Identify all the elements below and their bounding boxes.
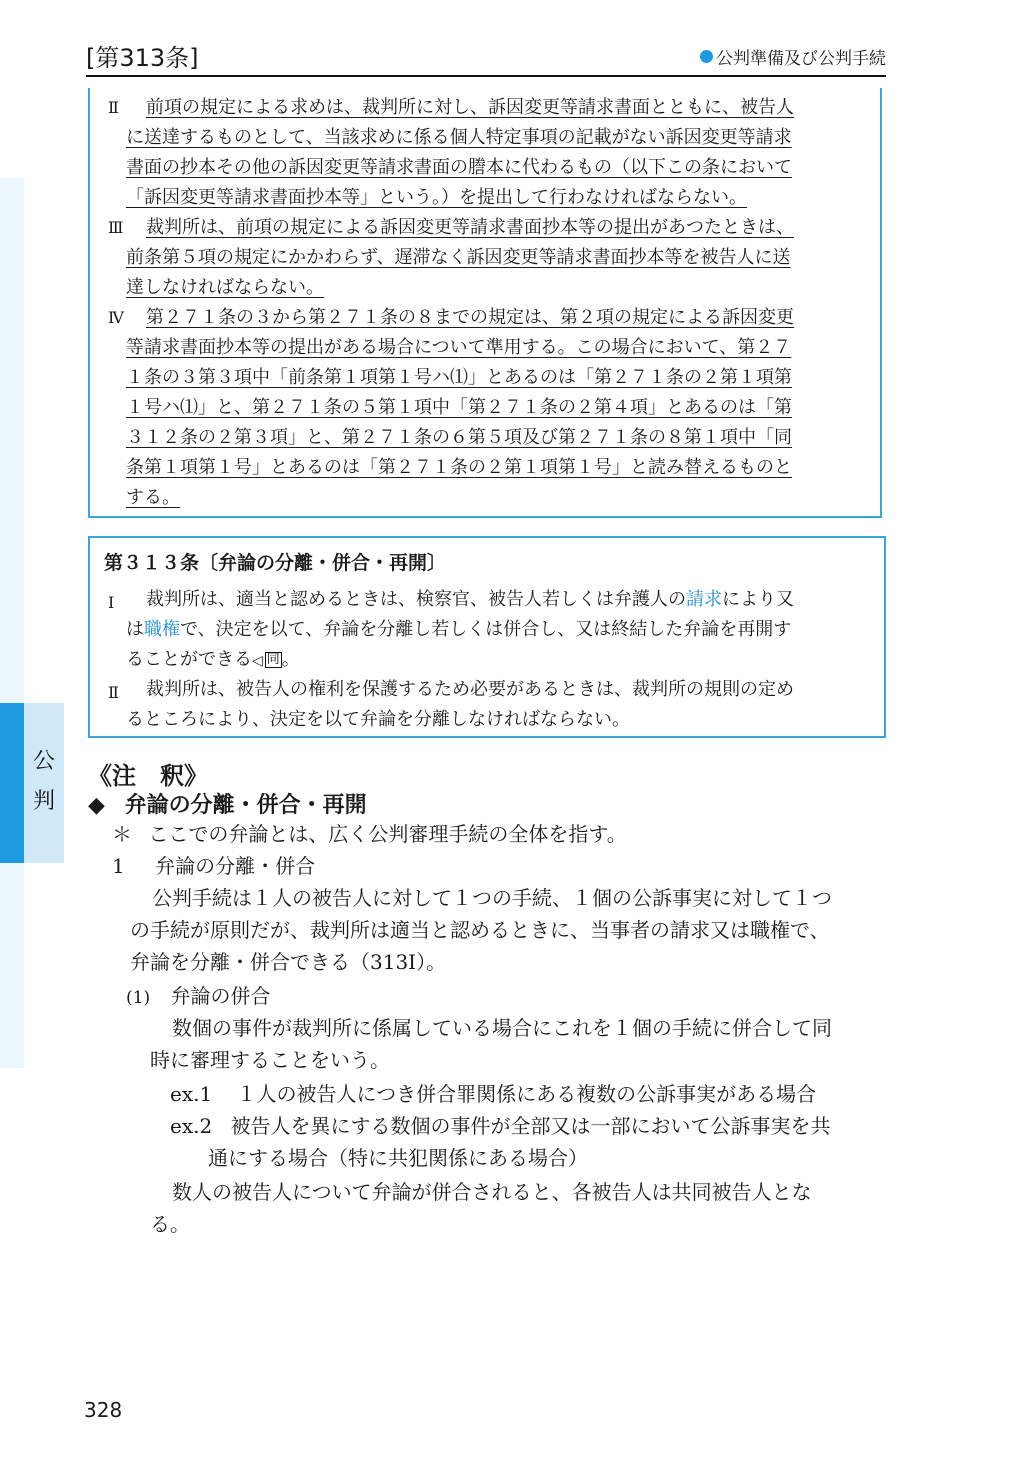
text-line: 公判手続は１人の被告人に対して１つの手続、１個の公訴事実に対して１つ (152, 886, 832, 910)
text-line: １号ハ⑴」と、第２７１条の５第１項中「第２７１条の２第４項」とあるのは「第 (126, 397, 792, 418)
side-tab-label (30, 742, 58, 822)
section-header-label: 公判準備及び公判手続 (716, 49, 886, 69)
bullet-dot-icon (700, 50, 713, 63)
section-1-body (130, 882, 832, 978)
closing-paragraph (150, 1176, 812, 1240)
subsection-number: (1) (126, 988, 151, 1008)
text-line: の手続が原則だが、裁判所は適当と認めるときに、当事者の請求又は職権で、 (130, 918, 830, 942)
glossary-link-request[interactable]: 請求 (686, 589, 722, 610)
example-text: １人の被告人につき併合罪関係にある複数の公訴事実がある場合 (236, 1082, 817, 1106)
example-2-continuation: 通にする場合（特に共犯関係にある場合） (208, 1146, 588, 1170)
text-line: 時に審理することをいう。 (150, 1048, 390, 1072)
paragraph-number: Ⅱ (108, 683, 119, 702)
asterisk-icon: ＊ (112, 822, 132, 846)
text-line: 第２７１条の３から第２７１条の８までの規定は、第２項の規定による訴因変更 (146, 307, 794, 328)
example-label: ex.2 (170, 1114, 213, 1138)
section-header (700, 44, 886, 69)
paragraph-number: Ⅲ (108, 218, 124, 237)
paragraph-2-text (126, 93, 794, 213)
text-line: に送達するものとして、当該求めに係る個人特定事項の記載がない訴因変更等請求 (126, 127, 792, 148)
section-title: 弁論の分離・併合 (155, 854, 316, 878)
text-line: 裁判所は、被告人の権利を保護するため必要があるときは、裁判所の規則の定め (146, 679, 794, 700)
section-1-heading (112, 850, 315, 882)
text-line: する。 (126, 487, 180, 508)
paragraph-4-text (126, 303, 794, 513)
example-label: ex.1 (170, 1082, 213, 1106)
side-tab-accent (0, 703, 24, 863)
paragraph-3-text (126, 213, 794, 303)
same-abbrev-badge: 同 (266, 652, 280, 667)
text-line: 条第１項第１号」とあるのは「第２７１条の２第１項第１号」と読み替えるものと (126, 457, 792, 478)
example-1 (170, 1078, 816, 1110)
paragraph-number: Ⅱ (108, 98, 119, 117)
text-segment: により又 (722, 589, 794, 610)
topic-heading (88, 788, 367, 819)
text-line: るところにより、決定を以て弁論を分離しなければならない。 (126, 709, 630, 730)
side-band (0, 178, 24, 1068)
text-line: ３１２条の２第３項」と、第２７１条の６第５項及び第２７１条の８第１項中「同 (126, 427, 792, 448)
article-title: 第３１３条〔弁論の分離・併合・再開〕 (104, 552, 447, 574)
text-segment: で、決定を以て、弁論を分離し若しくは併合し、又は終結した弁論を再開す (180, 619, 792, 640)
text-line (126, 615, 794, 645)
text-segment: は (126, 619, 144, 640)
subsection-1-body (150, 1012, 832, 1076)
subsection-1-heading (126, 980, 270, 1014)
article-paragraph-1 (126, 585, 794, 675)
glossary-link-authority[interactable]: 職権 (144, 619, 180, 640)
text-line: 前項の規定による求めは、裁判所に対し、訴因変更等請求書面とともに、被告人 (146, 97, 794, 118)
text-line: 弁論を分離・併合できる（313Ⅰ）。 (130, 950, 447, 974)
text-line: 数人の被告人について弁論が併合されると、各被告人は共同被告人とな (172, 1180, 812, 1204)
side-tab-char-2: 判 (32, 789, 55, 814)
text-line: 前条第５項の規定にかかわらず、遅滞なく訴因変更等請求書面抄本等を被告人に送 (126, 247, 791, 268)
topic-title: 弁論の分離・併合・再開 (124, 792, 367, 818)
text-line: １条の３第３項中「前条第１項第１号ハ⑴」とあるのは「第２７１条の２第１項第 (126, 367, 792, 388)
text-line (126, 645, 794, 675)
side-tab-char-1: 公 (32, 749, 55, 774)
text-line: 等請求書面抄本等の提出がある場合について準用する。この場合において、第２７ (126, 337, 792, 358)
text-line: 達しなければならない。 (126, 277, 324, 298)
asterisk-note-text: ここでの弁論とは、広く公判審理手続の全体を指す。 (148, 822, 627, 846)
text-line: 裁判所は、前項の規定による訴因変更等請求書面抄本等の提出があつたときは、 (146, 217, 794, 238)
diamond-bullet-icon: ◆ (88, 792, 105, 818)
arrow-left-icon: ◁ (252, 653, 263, 669)
text-line (146, 585, 794, 615)
notes-heading: 《注 釈》 (88, 761, 208, 790)
header-divider (86, 75, 886, 77)
text-line: る。 (150, 1212, 190, 1236)
text-line: 「訴因変更等請求書面抄本等」という。）を提出して行わなければならない。 (126, 187, 747, 208)
text-segment: ることができる (126, 649, 252, 670)
page-number: 328 (84, 1398, 123, 1422)
example-text: 被告人を異にする数個の事件が全部又は一部において公訴事実を共 (230, 1114, 831, 1138)
text-segment: 。 (281, 649, 300, 670)
text-segment: 裁判所は、適当と認めるときは、検察官、被告人若しくは弁護人の (146, 589, 686, 610)
paragraph-number: Ⅳ (108, 308, 124, 327)
article-paragraph-2 (126, 675, 794, 735)
example-2 (170, 1110, 831, 1142)
subsection-title: 弁論の併合 (170, 984, 271, 1008)
paragraph-number: Ⅰ (108, 593, 115, 612)
text-line: 書面の抄本その他の訴因変更等請求書面の謄本に代わるもの（以下この条において (126, 157, 792, 178)
article-header: [第313条] (86, 44, 199, 72)
asterisk-note (112, 818, 627, 850)
section-number: 1 (112, 854, 125, 878)
text-line: 数個の事件が裁判所に係属している場合にこれを１個の手続に併合して同 (172, 1016, 832, 1040)
